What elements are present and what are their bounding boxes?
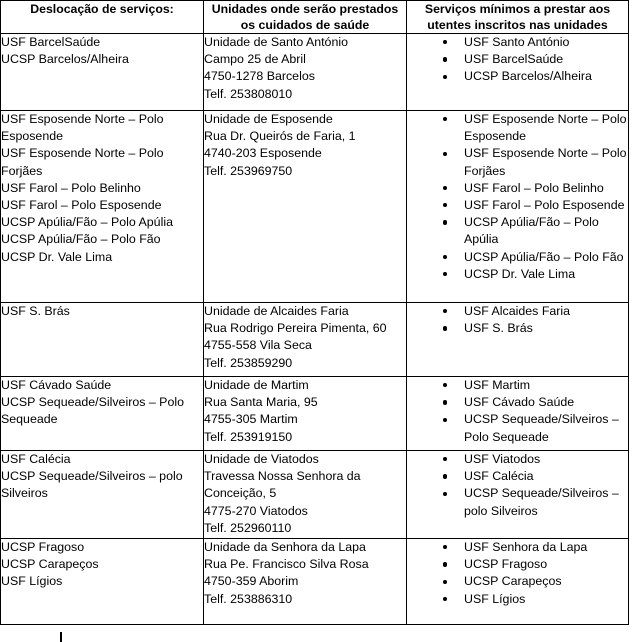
minimums-list — [407, 451, 628, 520]
service-line: USF Lígios — [1, 574, 63, 589]
unit-line: Telf. 252960110 — [204, 520, 292, 535]
unit-line: Unidade de Viatodos — [204, 452, 319, 466]
list-item — [443, 51, 628, 68]
service-line: USF Esposende Norte – Polo Forjães — [1, 146, 164, 178]
bullet-icon — [443, 474, 447, 478]
list-item — [443, 68, 628, 85]
bullet-icon — [443, 457, 447, 461]
list-item — [443, 451, 628, 468]
list-item-label: USF Lígios — [464, 591, 526, 606]
service-line: UCSP Apúlia/Fão – Polo Fão — [1, 232, 161, 247]
list-item-label: UCSP Barcelos/Alheira — [464, 69, 592, 84]
list-item-label: USF Senhora da Lapa — [464, 540, 588, 554]
service-line: USF S. Brás — [1, 304, 70, 318]
list-item — [443, 249, 628, 266]
list-item — [443, 145, 628, 179]
minimums-list — [407, 34, 628, 86]
list-item — [443, 320, 628, 337]
service-line: USF Cávado Saúde — [1, 378, 112, 392]
minimums-list — [407, 111, 628, 283]
cell-minimums — [407, 539, 629, 625]
unit-line: Unidade da Senhora da Lapa — [204, 540, 366, 554]
service-line: USF Farol – Polo Belinho — [1, 180, 141, 195]
cell-minimums — [407, 377, 629, 451]
cell-services — [1, 303, 204, 377]
column-header-deslocacao — [1, 1, 204, 34]
cell-unit — [204, 451, 407, 539]
list-item-label: UCSP Apúlia/Fão – Polo Apúlia — [464, 215, 599, 247]
list-item — [443, 468, 628, 485]
list-item-label: UCSP Carapeços — [464, 574, 562, 589]
unit-line: Campo 25 de Abril — [204, 52, 306, 67]
bullet-icon — [443, 255, 447, 259]
cell-services — [1, 377, 204, 451]
list-item-label: USF Viatodos — [464, 452, 541, 466]
unit-line: Unidade de Alcaides Faria — [204, 304, 349, 318]
service-line: UCSP Barcelos/Alheira — [1, 52, 129, 67]
table-row — [1, 377, 629, 451]
minimums-list — [407, 377, 628, 446]
bullet-icon — [443, 272, 447, 276]
unit-line: Telf. 253886310 — [204, 591, 293, 606]
column-header-deslocacao-line1: Deslocação de serviços: — [30, 2, 174, 16]
minimums-list — [407, 539, 628, 608]
list-item — [443, 197, 628, 214]
list-item-label: USF Martim — [464, 378, 531, 392]
bullet-icon — [443, 400, 447, 404]
cell-services — [1, 111, 204, 303]
cell-services — [1, 451, 204, 539]
list-item-label: USF S. Brás — [464, 321, 533, 336]
unit-line: 4750-359 Aborim — [204, 574, 299, 589]
minimums-list — [407, 303, 628, 337]
list-item-label: USF Calécia — [464, 469, 534, 484]
unit-line: Rua Santa Maria, 95 — [204, 395, 318, 410]
list-item — [443, 303, 628, 320]
service-line: UCSP Sequeade/Silveiros – Polo Sequeade — [1, 395, 184, 427]
unit-line: Telf. 253859290 — [204, 355, 293, 370]
bullet-icon — [443, 580, 447, 584]
service-line: UCSP Fragoso — [1, 540, 85, 554]
bullet-icon — [443, 326, 447, 330]
list-item-label: USF Farol – Polo Belinho — [464, 180, 604, 195]
list-item-label: UCSP Dr. Vale Lima — [464, 266, 576, 281]
bullet-icon — [443, 117, 447, 121]
unit-line: 4740-203 Esposende — [204, 146, 322, 161]
service-line: UCSP Apúlia/Fão – Polo Apúlia — [1, 215, 173, 230]
column-header-unidades-line2: os cuidados de saúde — [240, 18, 370, 32]
unit-line: Rua Pe. Francisco Silva Rosa — [204, 557, 369, 572]
list-item-label: USF Santo António — [464, 35, 570, 49]
cell-minimums — [407, 451, 629, 539]
cell-services — [1, 539, 204, 625]
list-item — [443, 485, 628, 519]
bullet-icon — [443, 492, 447, 496]
bullet-icon — [443, 545, 447, 549]
bullet-icon — [443, 57, 447, 61]
bullet-icon — [443, 383, 447, 387]
list-item — [443, 394, 628, 411]
cell-minimums — [407, 303, 629, 377]
list-item — [443, 214, 628, 248]
column-header-minimos-line1: Serviços mínimos a prestar aos — [424, 2, 611, 16]
list-item — [443, 180, 628, 197]
unit-line: Rua Rodrigo Pereira Pimenta, 60 — [204, 321, 387, 336]
unit-line: 4755-305 Martim — [204, 412, 298, 427]
bullet-icon — [443, 203, 447, 207]
unit-line: 4775-270 Viatodos — [204, 503, 308, 518]
list-item — [443, 377, 628, 394]
list-item-label: USF Cávado Saúde — [464, 395, 575, 410]
list-item-label: USF Alcaides Faria — [464, 304, 571, 318]
table-row — [1, 111, 629, 303]
table-row — [1, 451, 629, 539]
list-item-label: UCSP Sequeade/Silveiros – Polo Sequeade — [464, 412, 619, 444]
cell-unit — [204, 34, 407, 111]
unit-line: Travessa Nossa Senhora da Conceição, 5 — [204, 469, 361, 501]
service-line: UCSP Dr. Vale Lima — [1, 249, 113, 264]
list-item-label: UCSP Apúlia/Fão – Polo Fão — [464, 249, 624, 264]
cell-unit — [204, 377, 407, 451]
unit-line: Telf. 253919150 — [204, 429, 293, 444]
bullet-icon — [443, 186, 447, 190]
service-line: USF BarcelSaúde — [1, 35, 101, 49]
column-header-unidades — [204, 1, 407, 34]
column-header-unidades-line1: Unidades onde serão prestados — [211, 2, 399, 16]
unit-line: 4750-1278 Barcelos — [204, 69, 315, 84]
service-line: UCSP Carapeços — [1, 557, 99, 572]
list-item — [443, 573, 628, 590]
list-item — [443, 111, 628, 145]
list-item — [443, 591, 628, 608]
list-item — [443, 411, 628, 445]
unit-line: Unidade de Santo António — [204, 35, 348, 49]
list-item — [443, 266, 628, 283]
bullet-icon — [443, 40, 447, 44]
service-line: USF Calécia — [1, 452, 71, 466]
list-item-label: USF Esposende Norte – Polo Esposende — [464, 112, 627, 144]
service-line: USF Esposende Norte – Polo Esposende — [1, 112, 164, 144]
column-header-minimos — [407, 1, 629, 34]
cell-services — [1, 34, 204, 111]
cell-minimums — [407, 111, 629, 303]
list-item-label: USF BarcelSaúde — [464, 52, 564, 67]
list-item-label: USF Farol – Polo Esposende — [464, 198, 625, 213]
unit-line: Telf. 253808010 — [204, 86, 293, 101]
list-item — [443, 34, 628, 51]
bullet-icon — [443, 309, 447, 313]
cell-unit — [204, 303, 407, 377]
table-header-row — [1, 1, 629, 34]
unit-line: 4755-558 Vila Seca — [204, 338, 312, 353]
bullet-icon — [443, 418, 447, 422]
bullet-icon — [443, 562, 447, 566]
unit-line: Unidade de Esposende — [204, 112, 333, 126]
table-body — [1, 34, 629, 625]
service-line: UCSP Sequeade/Silveiros – polo Silveiros — [1, 469, 183, 501]
service-line: USF Farol – Polo Esposende — [1, 198, 162, 213]
bullet-icon — [443, 597, 447, 601]
table-row — [1, 303, 629, 377]
bullet-icon — [443, 152, 447, 156]
list-item-label: USF Esposende Norte – Polo Forjães — [464, 146, 627, 178]
unit-line: Telf. 253969750 — [204, 163, 293, 178]
table-row — [1, 539, 629, 625]
list-item — [443, 556, 628, 573]
bullet-icon — [443, 220, 447, 224]
column-header-minimos-line2: utentes inscritos nas unidades — [427, 18, 608, 32]
cell-unit — [204, 539, 407, 625]
unit-line: Rua Dr. Queirós de Faria, 1 — [204, 129, 356, 144]
list-item-label: UCSP Sequeade/Silveiros – polo Silveiros — [464, 486, 619, 518]
cell-minimums — [407, 34, 629, 111]
unit-line: Unidade de Martim — [204, 378, 309, 392]
next-row-border-stub — [60, 632, 62, 642]
bullet-icon — [443, 75, 447, 79]
list-item — [443, 539, 628, 556]
cell-unit — [204, 111, 407, 303]
table-header — [1, 1, 629, 34]
table-row — [1, 34, 629, 111]
list-item-label: UCSP Fragoso — [464, 557, 548, 572]
